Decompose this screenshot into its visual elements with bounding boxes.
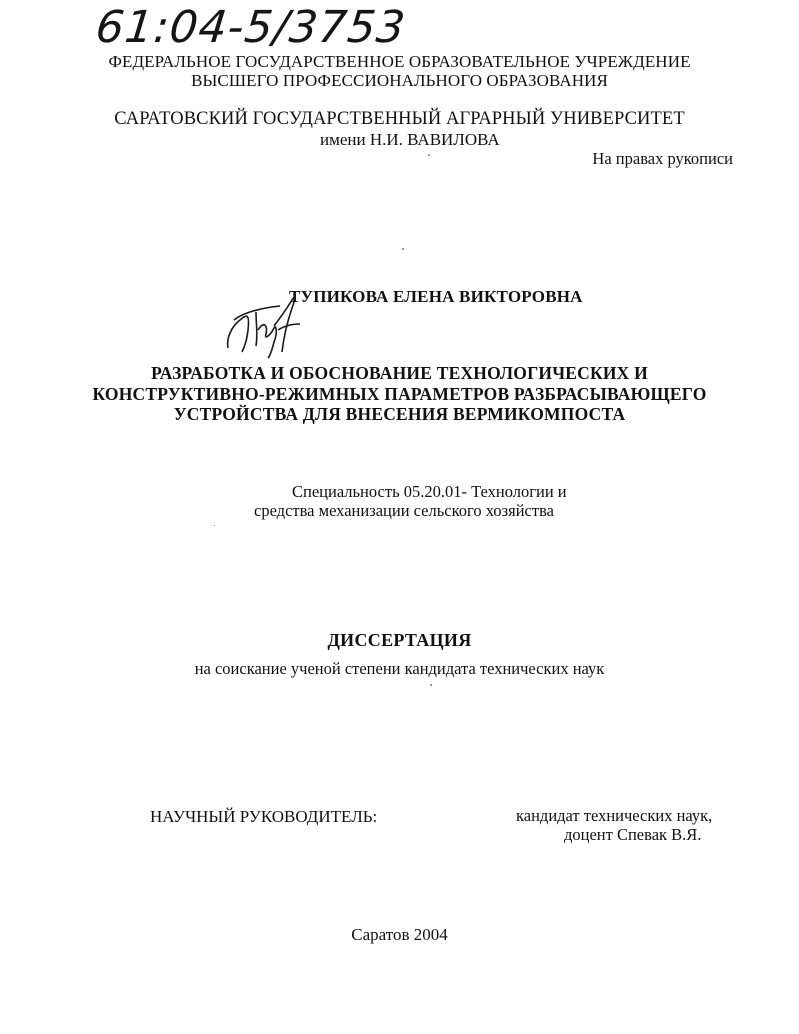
author-name: ТУПИКОВА ЕЛЕНА ВИКТОРОВНА — [289, 287, 583, 306]
specialty-line-1: Специальность 05.20.01- Технологии и — [292, 482, 567, 501]
degree-statement: на соискание ученой степени кандидата технических наук — [194, 659, 605, 678]
scan-speck — [430, 684, 432, 686]
advisor-label: НАУЧНЫЙ РУКОВОДИТЕЛЬ: — [150, 807, 378, 826]
scan-speck — [428, 154, 430, 156]
advisor-title: кандидат технических наук, — [516, 806, 713, 825]
university-named-after: имени Н.И. ВАВИЛОВА — [320, 130, 500, 149]
archive-number-handwritten: 61:04-5/3753 — [93, 2, 409, 53]
header-line-2: ВЫСШЕГО ПРОФЕССИОНАЛЬНОГО ОБРАЗОВАНИЯ — [191, 71, 608, 90]
advisor-name: доцент Спевак В.Я. — [564, 825, 702, 844]
specialty-line-2: средства механизации сельского хозяйства — [254, 501, 554, 520]
dissertation-title-line-2: КОНСТРУКТИВНО-РЕЖИМНЫХ ПАРАМЕТРОВ РАЗБРАСЫВАЮЩЕГО — [92, 384, 707, 404]
city-year: Саратов 2004 — [351, 925, 448, 944]
scan-speck — [214, 525, 215, 526]
header-line-1: ФЕДЕРАЛЬНОЕ ГОСУДАРСТВЕННОЕ ОБРАЗОВАТЕЛЬНОЕ УЧРЕЖДЕНИЕ — [108, 52, 691, 71]
dissertation-title-line-1: РАЗРАБОТКА И ОБОСНОВАНИЕ ТЕХНОЛОГИЧЕСКИХ И — [151, 363, 648, 383]
document-type-heading: ДИССЕРТАЦИЯ — [327, 630, 472, 650]
rights-note: На правах рукописи — [592, 149, 733, 168]
dissertation-title-line-3: УСТРОЙСТВА ДЛЯ ВНЕСЕНИЯ ВЕРМИКОМПОСТА — [173, 404, 626, 424]
author-signature — [222, 290, 312, 360]
university-name: САРАТОВСКИЙ ГОСУДАРСТВЕННЫЙ АГРАРНЫЙ УНИВЕРСИТЕТ — [114, 109, 685, 129]
scan-speck — [402, 248, 404, 250]
